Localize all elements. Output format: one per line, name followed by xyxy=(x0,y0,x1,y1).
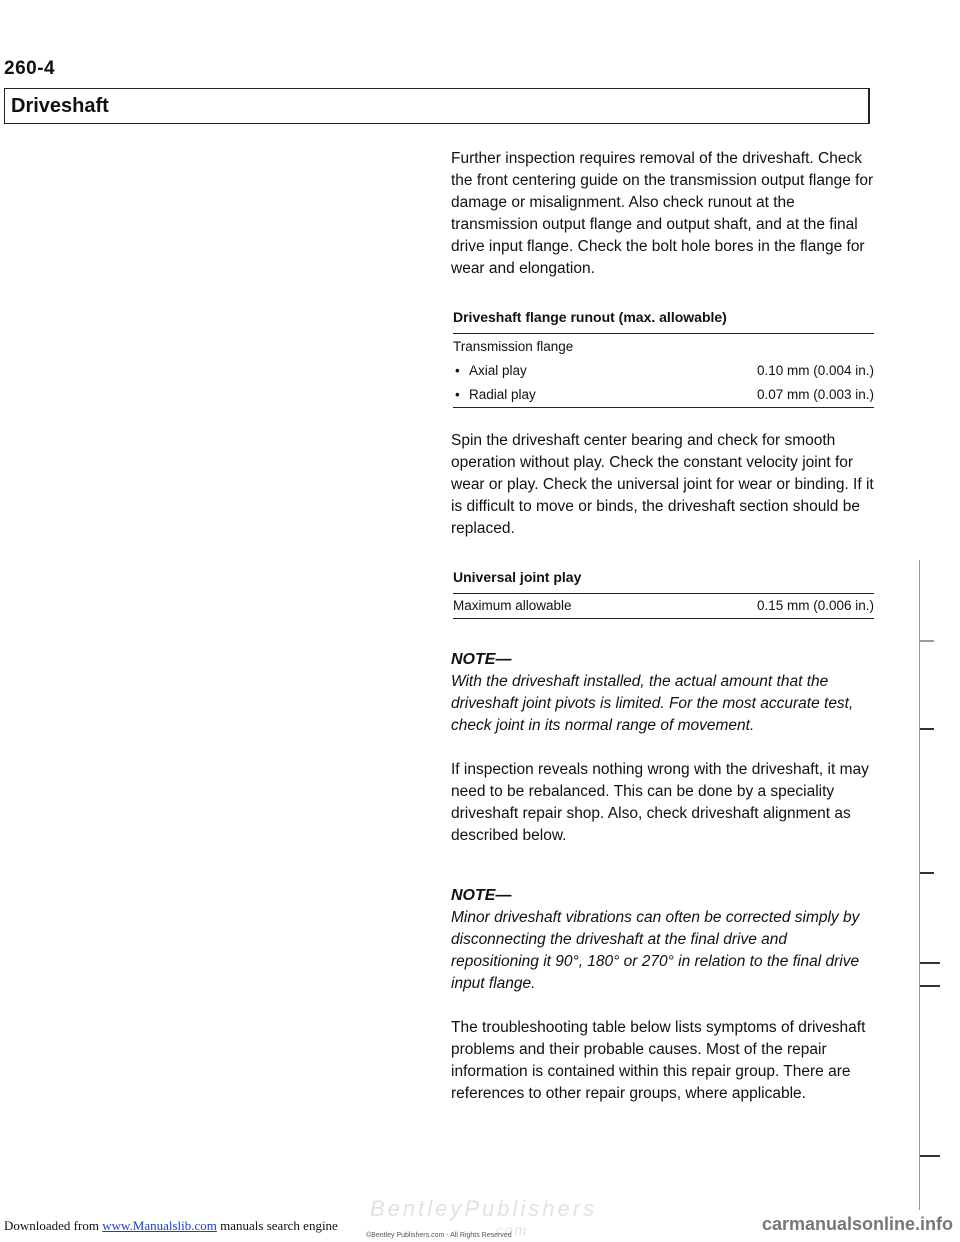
paragraph-troubleshooting: The troubleshooting table below lists symptoms of driveshaft problems and their probable causes. Most of the repair information is contained within this repair group. There are references to other repair groups, where applicable. xyxy=(451,1019,866,1102)
row-label: Maximum allowable xyxy=(453,598,572,613)
note-heading: NOTE— xyxy=(451,651,512,668)
footer-prefix: Downloaded from xyxy=(4,1218,103,1233)
bullet-icon: • xyxy=(455,387,460,402)
main-content xyxy=(451,148,876,1105)
page-number: 260-4 xyxy=(4,58,56,79)
copyright-line: ©Bentley Publishers.com - All Rights Reserved xyxy=(366,1232,512,1239)
table-row xyxy=(453,359,874,383)
table-row xyxy=(453,383,874,407)
carmanuals-watermark: carmanualsonline.info xyxy=(762,1214,954,1234)
row-value: 0.07 mm (0.003 in.) xyxy=(756,387,874,402)
margin-tick-marks xyxy=(912,0,952,1242)
paragraph-rebalance: If inspection reveals nothing wrong with the driveshaft, it may need to be rebalanced. This can be done by a speciality driveshaft repair shop. Also, check driveshaft alignment as described below. xyxy=(451,761,869,844)
ujoint-table-title: Universal joint play xyxy=(453,566,874,594)
bullet-icon: • xyxy=(455,363,460,378)
paragraph-removal-inspection: Further inspection requires removal of the driveshaft. Check the front centering guide on the transmission output flange for damage or misalignment. Also check runout at the transmission output flange and output shaft, and at the final drive input flange. Check the bolt hole bores in the flange for wear and elongation. xyxy=(451,150,874,277)
row-value: 0.15 mm (0.006 in.) xyxy=(756,598,874,613)
watermark-text: BentleyPublishers xyxy=(370,1196,598,1221)
row-label: Axial play xyxy=(469,363,527,378)
table-group-row xyxy=(453,335,874,359)
footer-suffix: manuals search engine xyxy=(216,1218,338,1233)
note-body: With the driveshaft installed, the actual amount that the driveshaft joint pivots is limited. For the most accurate test, check joint in its normal range of movement. xyxy=(451,673,854,734)
runout-table-title: Driveshaft flange runout (max. allowable) xyxy=(453,306,874,334)
note-body: Minor driveshaft vibrations can often be corrected simply by disconnecting the driveshaft at the final drive and repositioning it 90°, 180° or 270° in relation to the final drive input flange. xyxy=(451,909,860,992)
row-value: 0.10 mm (0.004 in.) xyxy=(756,363,874,378)
table-bottom-rule xyxy=(453,618,874,619)
row-label: Radial play xyxy=(469,387,536,402)
ujoint-spec-table xyxy=(453,566,874,619)
manualslib-link[interactable]: www.Manualslib.com xyxy=(102,1218,217,1233)
table-row xyxy=(453,594,874,618)
paragraph-center-bearing: Spin the driveshaft center bearing and check for smooth operation without play. Check the constant velocity joint for wear or play. Check the universal joint for wear or binding. If it is difficult to move or binds, the driveshaft section should be replaced. xyxy=(451,432,874,537)
section-title: Driveshaft xyxy=(11,95,109,117)
download-footer xyxy=(4,1218,338,1234)
note-heading: NOTE— xyxy=(451,887,512,904)
watermark-suffix: .com xyxy=(490,1222,529,1238)
section-header-box xyxy=(4,88,870,124)
runout-spec-table xyxy=(453,306,874,408)
table-group-label: Transmission flange xyxy=(453,339,574,354)
